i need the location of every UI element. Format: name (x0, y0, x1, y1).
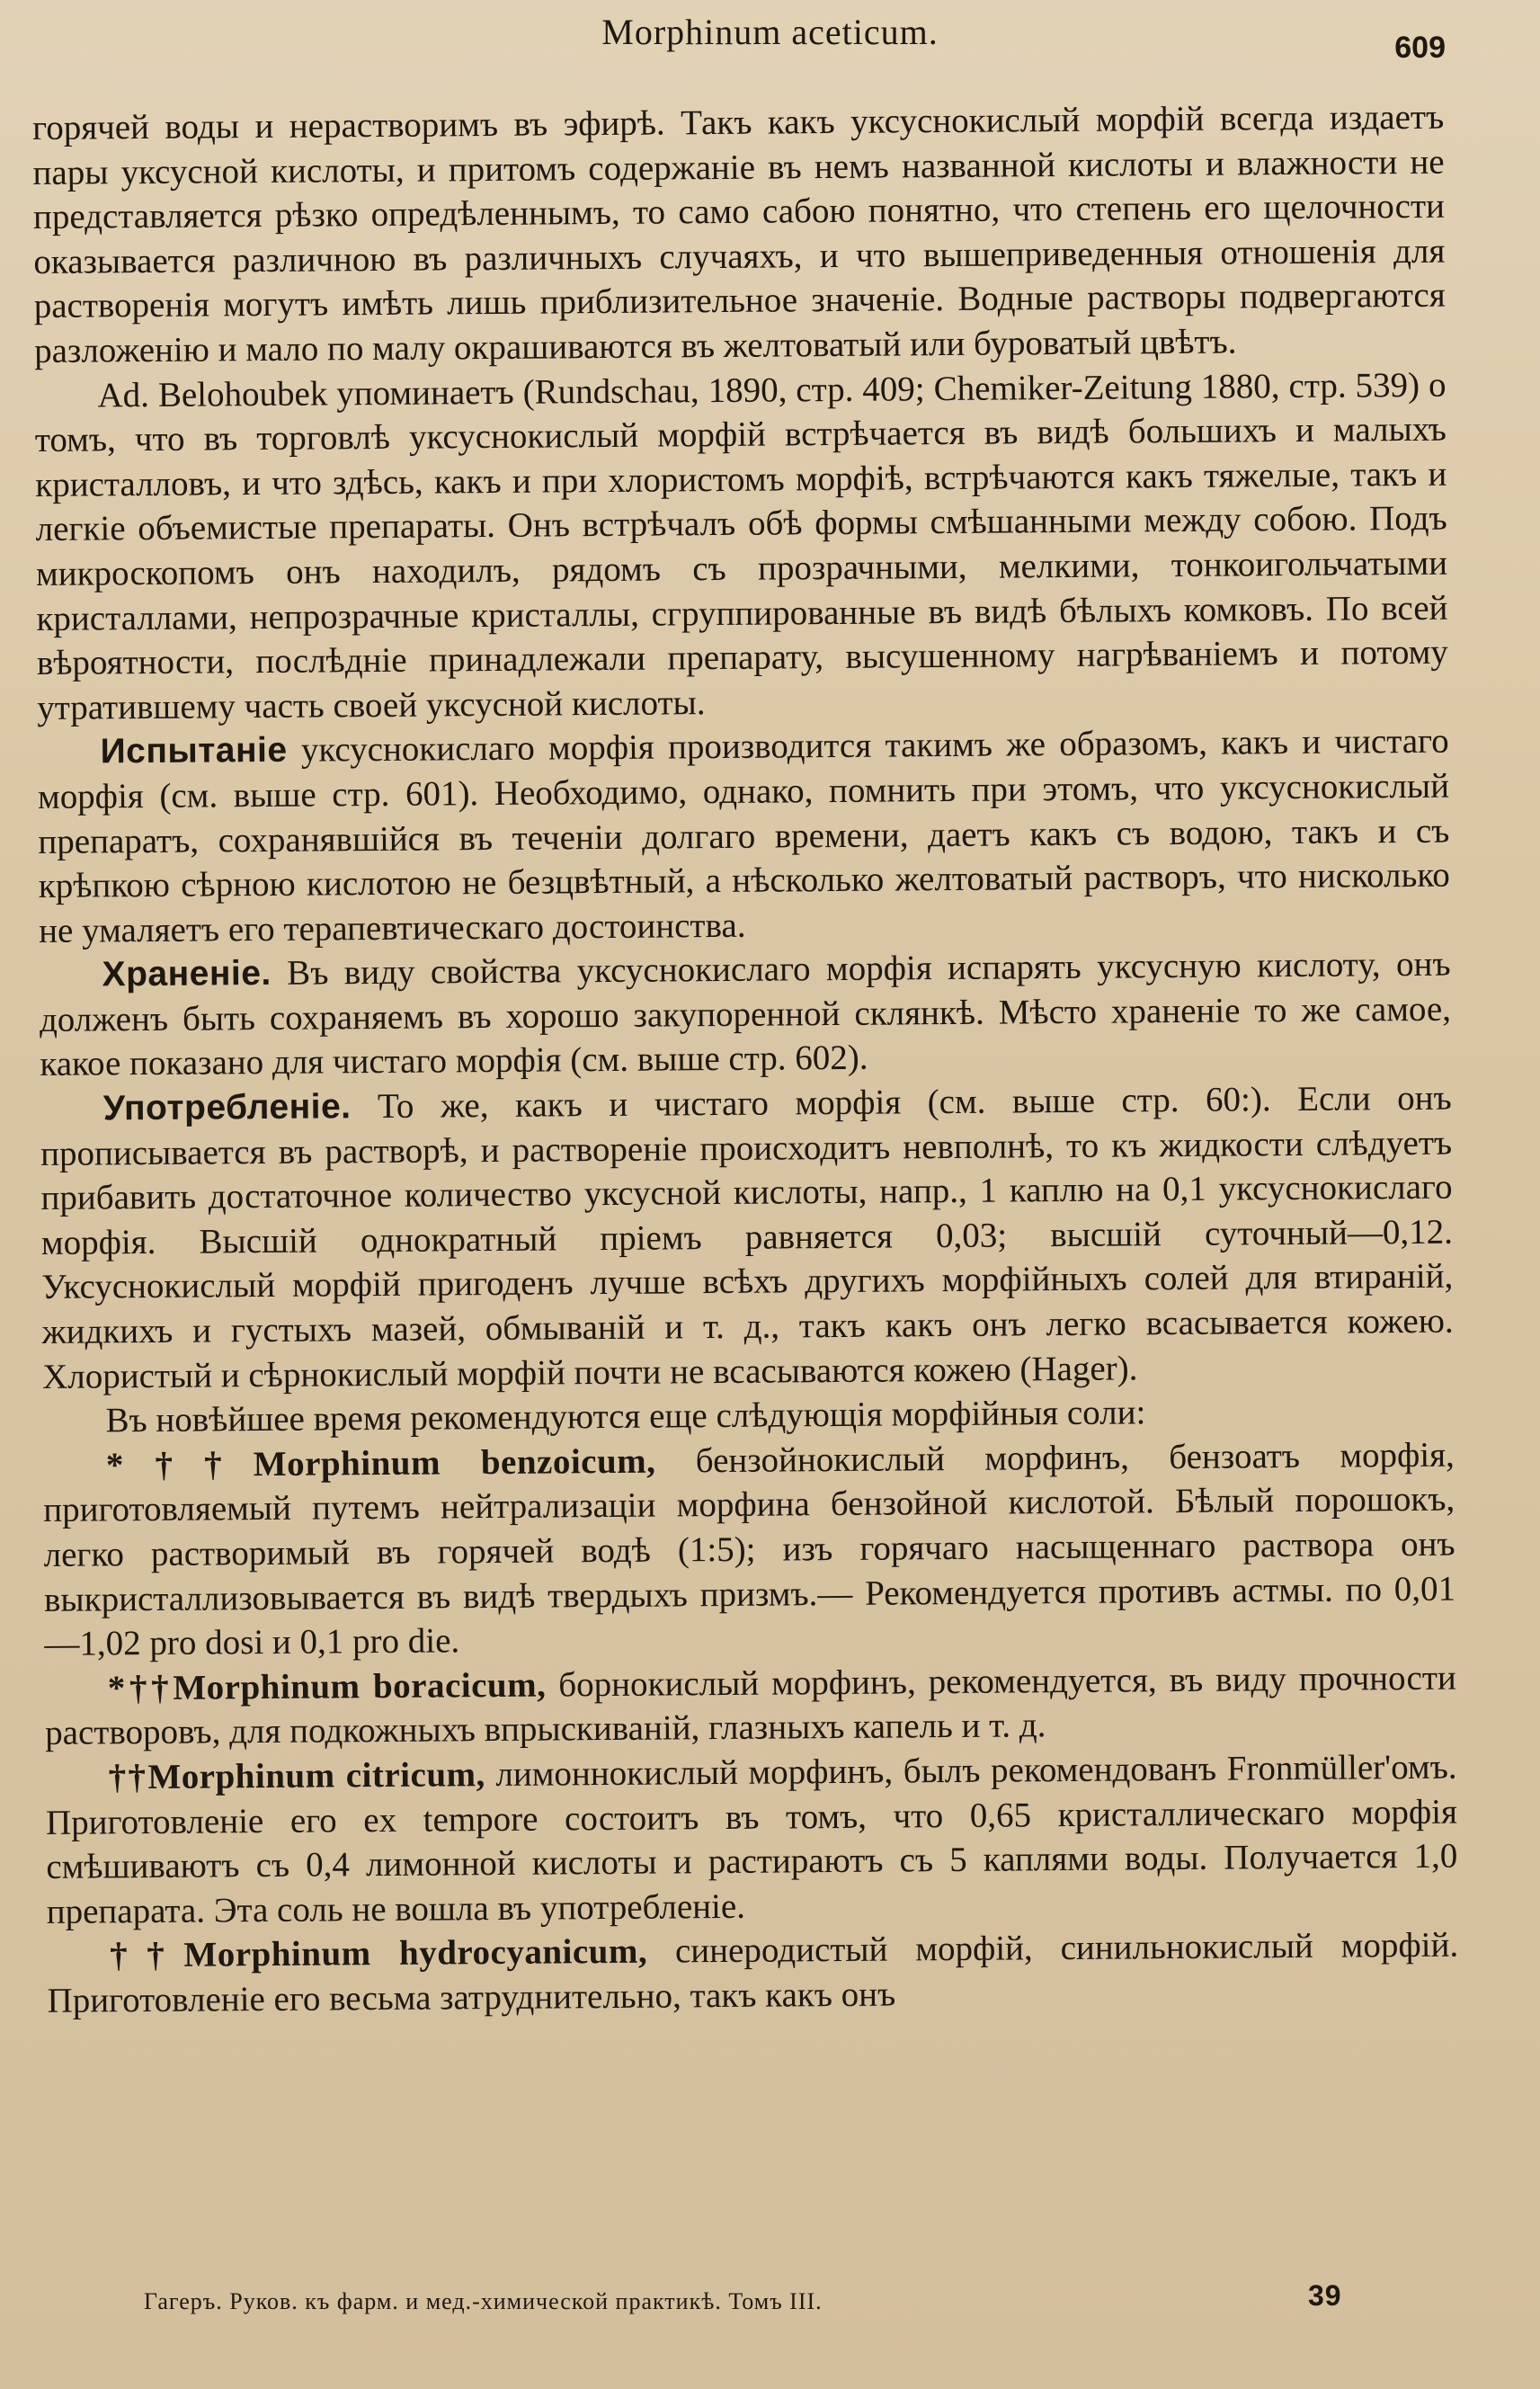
paragraph-text: лимоннокислый морфинъ, былъ рекомендованъ Fronmüller'омъ. Приготовленіе его ex tempore состоитъ въ томъ, что 0,65 кристаллическаго морфія смѣшиваютъ съ 0,4 лимонной кислоты и растираютъ съ 5 каплями воды. Получается 1,0 препарата. Эта соль не вошла въ употребленіе. (45, 1747, 1458, 1931)
page-number: 609 (1394, 31, 1446, 65)
paragraph-testing (37, 719, 1450, 953)
paragraph-usage (40, 1076, 1455, 1399)
running-title: Morphinum aceticum. (601, 12, 939, 52)
paragraph-text: горячей воды и нерастворимъ въ эфирѣ. Такъ какъ уксуснокислый морфій всегда издаетъ пары уксусной кислоты, и притомъ содержаніе въ немъ названной кислоты и влажности не представляется рѣзко опредѣленнымъ, то само сабою понятно, что степень его щелочности оказывается различною въ различныхъ случаяхъ, и что вышеприведенныя отношенія для растворенія могутъ имѣть лишь приблизительное значеніе. Водные растворы подвергаются разложенію и мало по малу окрашиваются въ желтоватый или буроватый цвѣтъ. (32, 97, 1446, 370)
page-footer (0, 2279, 1540, 2324)
book-reference: Гагеръ. Руков. къ фарм. и мед.-химической практикѣ. Томъ III. (144, 2288, 823, 2314)
paragraph-text: Ad. Belohoubek упоминаетъ (Rundschau, 1890, стр. 409; Chemiker-Zeitung 1880, стр. 539) о томъ, что въ торговлѣ уксуснокислый морфій встрѣчается въ видѣ большихъ и малыхъ кристалловъ, и что здѣсь, какъ и при хлористомъ морфіѣ, встрѣчаются какъ тяжелые, такъ и легкіе объемистые препараты. Онъ встрѣчалъ обѣ формы смѣшанными между собою. Подъ микроскопомъ онъ находилъ, рядомъ съ прозрачными, мелкими, тонкоигольчатыми кристаллами, непрозрачные кристаллы, сгруппированные въ видѣ бѣлыхъ комковъ. По всей вѣроятности, послѣдніе принадлежали препарату, высушенному нагрѣваніемъ и потому утратившему часть своей уксусной кислоты. (34, 365, 1448, 727)
salt-name-boracicum: *††Morphinum boracicum, (107, 1665, 547, 1708)
paragraph-solubility (32, 95, 1446, 374)
section-lead-usage: Употребленіе. (102, 1087, 352, 1128)
paragraph-storage (39, 942, 1451, 1087)
paragraph-text: уксуснокислаго морфія производится такимъ же образомъ, какъ и чистаго морфія (см. выше стр. 601). Необходимо, однако, помнить при этомъ, что уксуснокислый препаратъ, сохранявшійся въ теченіи долгаго времени, даетъ какъ съ водою, такъ и съ крѣпкою сѣрною кислотою не безцвѣтный, а нѣсколько желтоватый растворъ, что нисколько не умаляетъ его терапевтическаго достоинства. (37, 721, 1450, 950)
paragraph-morphinum-benzoicum (43, 1432, 1456, 1666)
salt-name-benzoicum: *††Morphinum benzoicum, (105, 1441, 656, 1485)
paragraph-text: Въ виду свойства уксуснокислаго морфія испарять уксусную кислоту, онъ долженъ быть сохраняемъ въ хорошо закупоренной склянкѣ. Мѣсто храненіе то же самое, какое показано для чистаго морфія (см. выше стр. 602). (39, 944, 1452, 1084)
paragraph-text: синеродистый морфій, синильнокислый морфій. Приготовленіе его весьма затруднительно, такъ какъ онъ (47, 1925, 1459, 2020)
paragraph-text: бензойнокислый морфинъ, бензоатъ морфія, приготовляемый путемъ нейтрализаціи морфина бензойной кислотой. Бѣлый порошокъ, легко растворимый въ горячей водѣ (1:5); изъ горячаго насыщеннаго раствора онъ выкристаллизовывается въ видѣ твердыхъ призмъ.— Рекомендуется противъ астмы. по 0,01—1,02 pro dosi и 0,1 pro die. (43, 1435, 1456, 1664)
paragraph-morphinum-citricum (45, 1745, 1458, 1935)
paragraph-morphinum-boracicum (45, 1655, 1457, 1756)
paragraph-text: То же, какъ и чистаго морфія (см. выше стр. 60:). Если онъ прописывается въ растворѣ, и раствореніе происходитъ невполнѣ, то къ жидкости слѣдуетъ прибавить достаточное количество уксусной кислоты, напр., 1 каплю на 0,1 уксуснокислаго морфія. Высшій однократный пріемъ равняется 0,03; высшій суточный—0,12. Уксуснокислый морфій пригоденъ лучше всѣхъ другихъ морфійныхъ солей для втираній, жидкихъ и густыхъ мазей, обмываній и т. д., такъ какъ онъ легко всасывается кожею. Хлористый и сѣрнокислый морфій почти не всасываются кожею (Hager). (40, 1078, 1454, 1396)
section-lead-storage: Храненіе. (102, 954, 272, 994)
body-text (32, 95, 1459, 2024)
section-lead-testing: Испытаніе (100, 731, 288, 771)
salt-name-hydrocyanicum: ††Morphinum hydrocyanicum, (109, 1932, 648, 1975)
paragraph-text: Въ новѣйшее время рекомендуются еще слѣдующія морфійныя соли: (105, 1393, 1146, 1440)
signature-mark: 39 (1308, 2279, 1342, 2312)
paragraph-belohoubek (34, 362, 1448, 730)
paragraph-morphinum-hydrocyanicum (47, 1923, 1459, 2024)
paragraph-text: борнокислый морфинъ, рекомендуется, въ виду прочности растворовъ, для подкожныхъ впрыскиваній, глазныхъ капель и т. д. (45, 1658, 1456, 1753)
salt-name-citricum: ††Morphinum citricum, (108, 1755, 485, 1797)
